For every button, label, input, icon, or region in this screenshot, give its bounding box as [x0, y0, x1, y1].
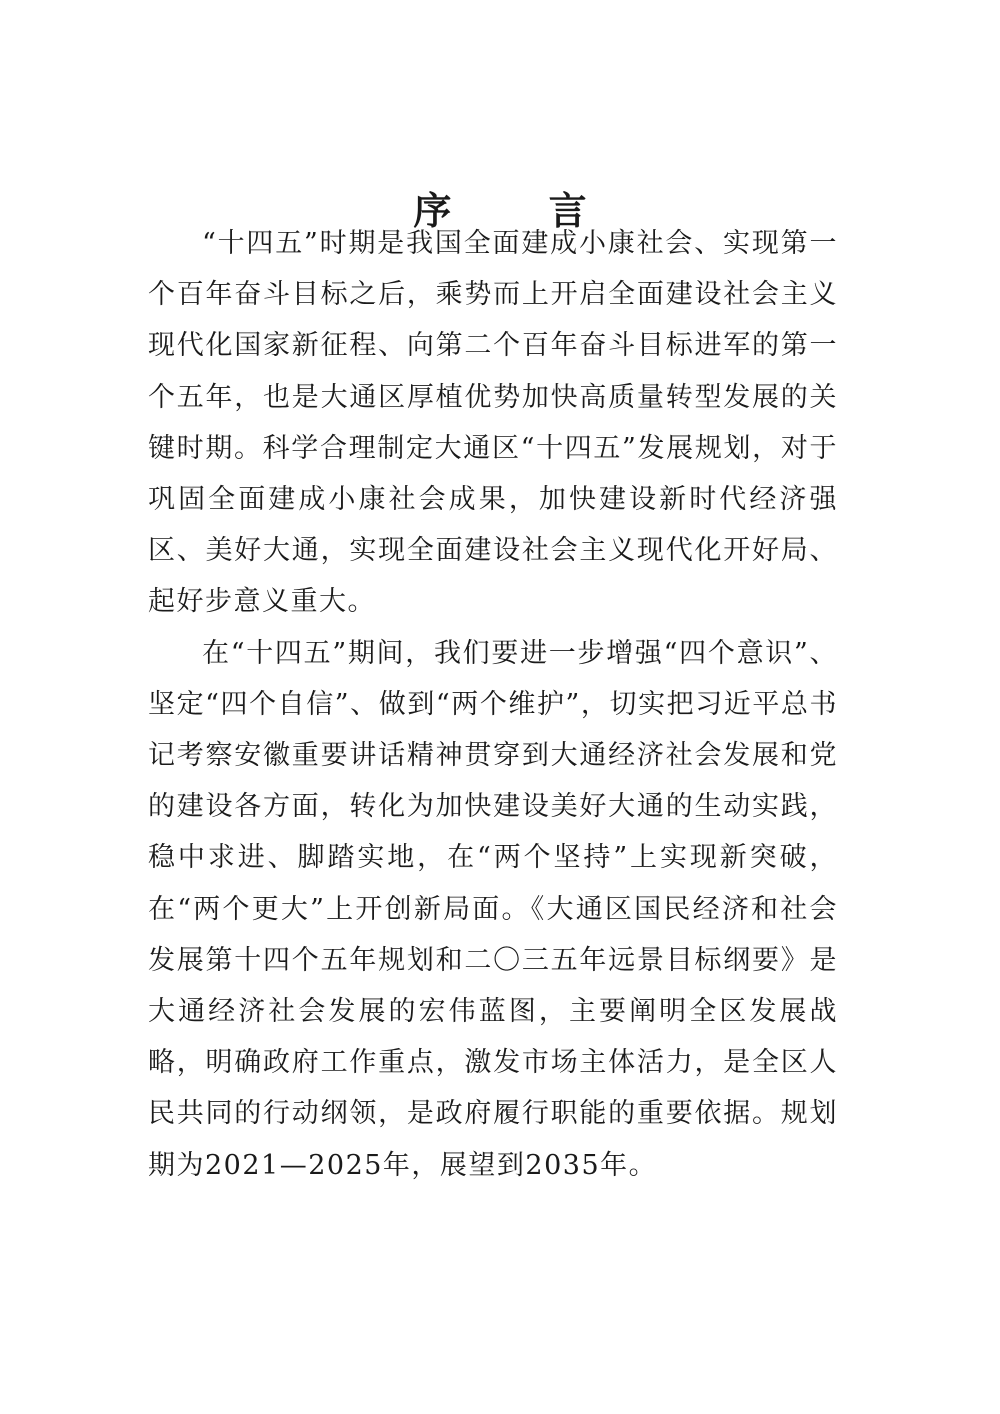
paragraph-2: 在“十四五”期间，我们要进一步增强“四个意识”、坚定“四个自信”、做到“两个维护”，切实把习近平总书记考察安徽重要讲话精神贯穿到大通经济社会发展和党的建设各方面，转化为加快建设美好大通的生动实践，稳中求进、脚踏实地，在“两个坚持”上实现新突破，在“两个更大”上开创新局面。《大通区国民经济和社会发展第十四个五年规划和二〇三五年远景目标纲要》是大通经济社会发展的宏伟蓝图，主要阐明全区发展战略，明确政府工作重点，激发市场主体活力，是全区人民共同的行动纲领，是政府履行职能的重要依据。规划期为2021—2025年，展望到2035年。 [148, 637, 838, 1181]
body-text [148, 218, 838, 1191]
paragraph-1: “十四五”时期是我国全面建成小康社会、实现第一个百年奋斗目标之后，乘势而上开启全面建设社会主义现代化国家新征程、向第二个百年奋斗目标进军的第一个五年，也是大通区厚植优势加快高质量转型发展的关键时期。科学合理制定大通区“十四五”发展规划，对于巩固全面建成小康社会成果，加快建设新时代经济强区、美好大通，实现全面建设社会主义现代化开好局、起好步意义重大。 [148, 228, 838, 618]
page-title: 序 言 [413, 188, 629, 234]
